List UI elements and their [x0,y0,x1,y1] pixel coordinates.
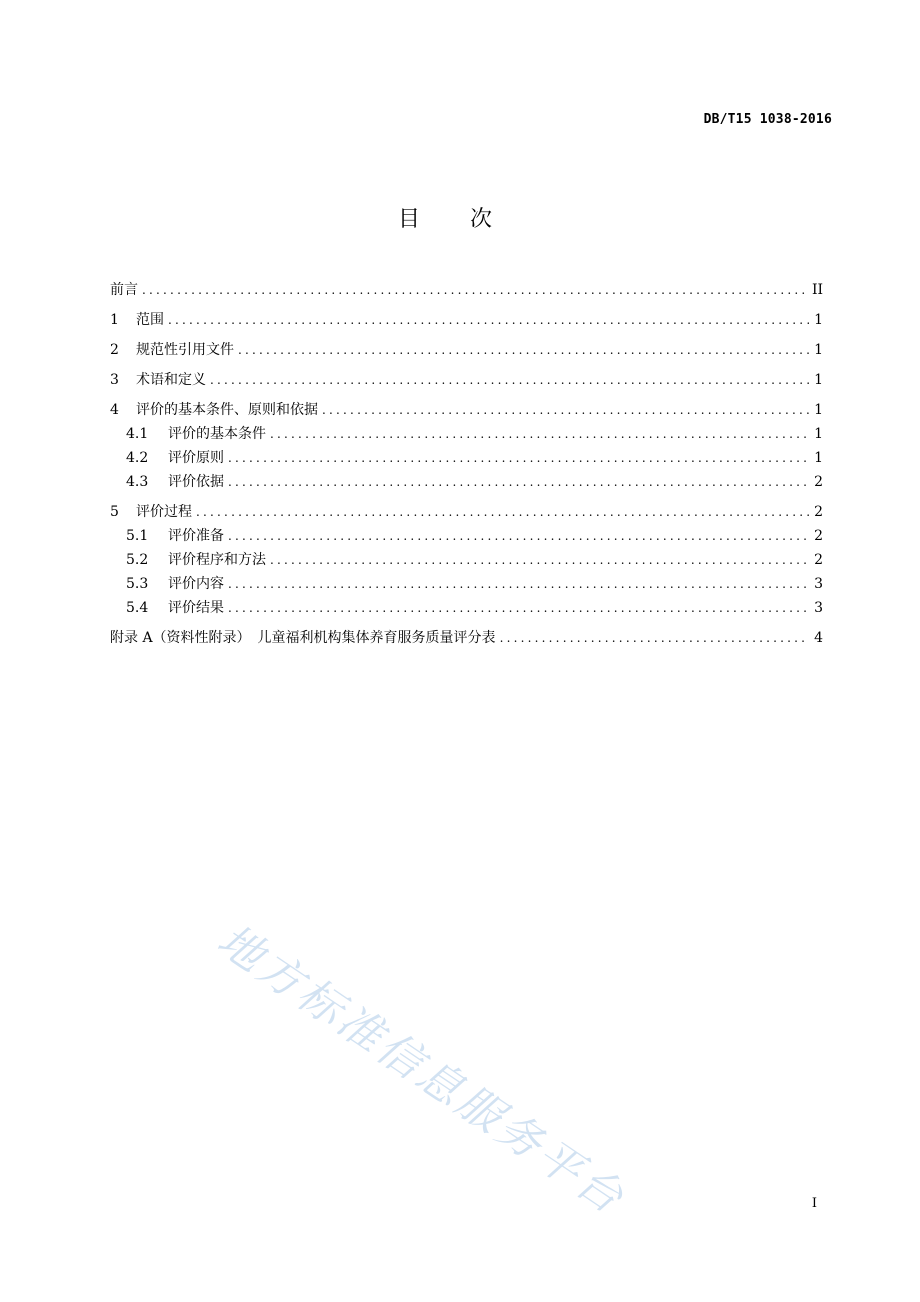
toc-leader-dots [210,368,809,392]
toc-entry-label: 评价准备 [168,528,224,544]
page-title: 目次 [397,207,542,232]
toc-entry[interactable] [110,308,823,332]
toc-entry-number: 4 [110,402,119,418]
toc-entry-label: 评价结果 [168,600,224,616]
toc-entry[interactable] [110,422,823,446]
document-code: DB/T15 1038-2016 [703,112,832,127]
toc-entry-number: 2 [110,342,119,358]
toc-entry[interactable] [110,398,823,422]
toc-entry-page: 1 [814,450,823,466]
toc-entry-label: 范围 [136,312,164,328]
toc-entry-page: 3 [814,600,823,616]
toc-entry[interactable] [110,626,823,650]
toc-entry-number: 1 [110,312,119,328]
toc-entry-label: 规范性引用文件 [136,342,234,358]
table-of-contents [110,278,823,650]
toc-leader-dots [228,446,809,470]
toc-entry-number: 5 [110,504,119,520]
watermark: 地方标准信息服务平台 [208,914,635,1226]
toc-entry[interactable] [110,470,823,494]
toc-entry[interactable] [110,596,823,620]
toc-entry-page: 1 [814,312,823,328]
toc-entry-page: 1 [814,426,823,442]
toc-entry[interactable] [110,446,823,470]
toc-entry[interactable] [110,338,823,362]
toc-leader-dots [228,470,809,494]
toc-entry-label: 术语和定义 [136,372,206,388]
toc-entry-page: 2 [814,474,823,490]
toc-leader-dots [270,422,809,446]
toc-entry[interactable] [110,572,823,596]
toc-entry-number: 5.2 [126,552,149,568]
toc-entry-label: 评价内容 [168,576,224,592]
toc-entry-page: 4 [814,630,823,646]
toc-entry[interactable] [110,500,823,524]
toc-entry-page: 1 [814,342,823,358]
toc-entry-label: 前言 [110,282,138,298]
toc-entry-label: 评价原则 [168,450,224,466]
toc-entry-page: 1 [814,402,823,418]
toc-entry[interactable] [110,548,823,572]
toc-entry-page: 2 [814,504,823,520]
toc-entry-page: 2 [814,552,823,568]
toc-leader-dots [322,398,809,422]
toc-leader-dots [168,308,809,332]
toc-entry-number: 5.4 [126,600,149,616]
toc-leader-dots [270,548,809,572]
toc-entry-page: 1 [814,372,823,388]
toc-entry-number: 5.3 [126,576,149,592]
toc-leader-dots [500,626,809,650]
toc-entry-number: 3 [110,372,119,388]
page-number: I [811,1196,817,1211]
toc-leader-dots [228,572,809,596]
toc-leader-dots [142,278,808,302]
toc-entry-page: 3 [814,576,823,592]
toc-entry-label: 评价依据 [168,474,224,490]
toc-entry-page: II [811,282,823,298]
toc-leader-dots [238,338,809,362]
toc-entry-label: 评价的基本条件 [168,426,266,442]
toc-entry-number: 4.1 [126,426,149,442]
toc-entry[interactable] [110,368,823,392]
toc-leader-dots [228,596,809,620]
toc-entry-number: 4.2 [126,450,149,466]
toc-entry-number: 4.3 [126,474,149,490]
toc-leader-dots [196,500,809,524]
toc-entry-number: 5.1 [126,528,149,544]
toc-entry-label: 评价程序和方法 [168,552,266,568]
toc-entry-label: 评价过程 [136,504,192,520]
toc-entry-label: 评价的基本条件、原则和依据 [136,402,318,418]
toc-entry[interactable] [110,524,823,548]
toc-entry-label: 附录 A（资料性附录） 儿童福利机构集体养育服务质量评分表 [110,630,496,646]
toc-entry-page: 2 [814,528,823,544]
toc-entry[interactable] [110,278,823,302]
toc-leader-dots [228,524,809,548]
